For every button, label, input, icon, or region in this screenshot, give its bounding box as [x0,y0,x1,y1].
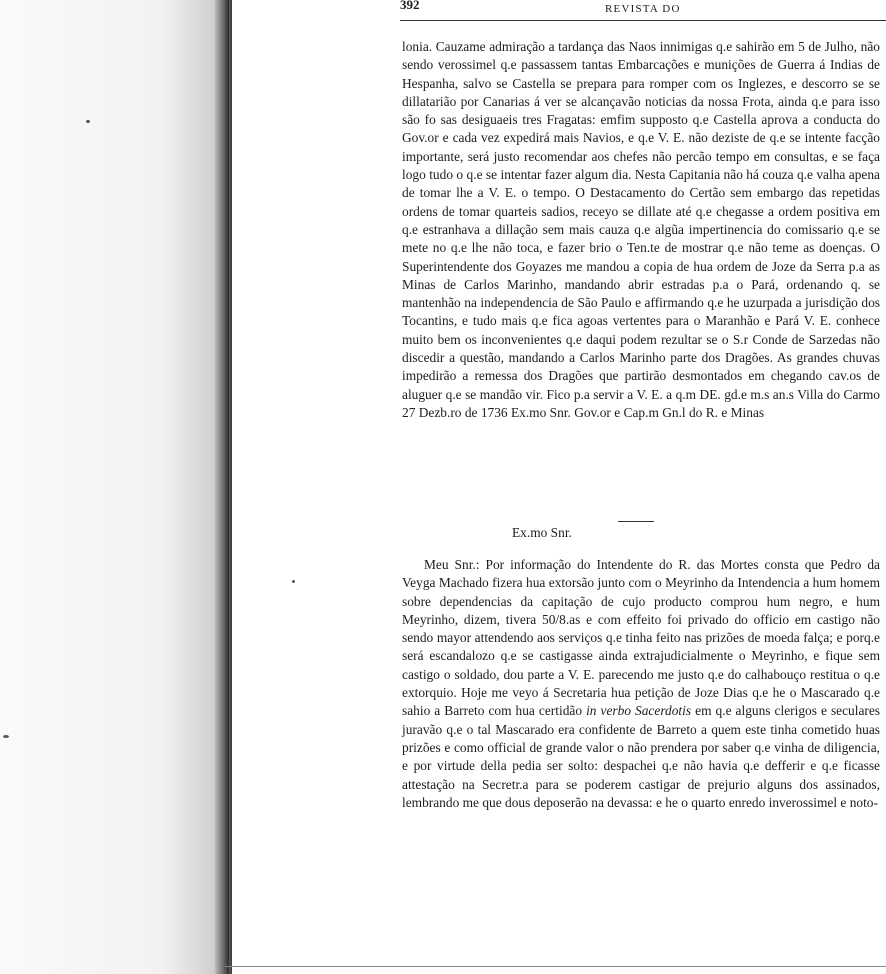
letter-two-text-before: Meu Snr.: Por informação do Intendente do R. das Mortes consta que Pedro da Veyga Machado fizera hua extorsão junto com o Meyrinho da Intendencia a hum homem sobre dependencias da capitação de cujo producto comprou hum negro, e hum Meyrinho, dizem, tivera 50/8.as e com effeito foi privado do officio em castigo não sendo mayor attendendo aos serviços q.e tinha feito nas prizões de moeda falça; e porq.e será escandalozo q.e se castigasse ainda extrajudicialmente o Meyrinho, e fique sem castigo o soldado, dou parte a V. E. parecendo me justo q.e do calhabouço restitua o q.e extorquio. Hoje me veyo á Secretaria hua petição de Joze Dias q.e he o Mascarado q.e sahio a Barreto com hua certidão [402,557,880,719]
letter-two-paragraph [402,556,880,812]
letter-one-paragraph: lonia. Cauzame admiração a tardança das Naos innimigas q.e sahirão em 5 de Julho, não sendo verossimel q.e passassem tantas Embarcações e munições de Guerra á Indias de Hespanha, salvo se Castella se prepara para romper com os Inglezes, e descorro se se dillatarião por Canarias á ver se alcançavão noticias da nossa Frota, ainda q.e para isso são fo sas desiguaeis tres Fragatas: emfim supposto q.e Castella aprova a conducta do Gov.or e cada vez expedirá mais Navios, e q.e V. E. não deziste de q.e se intente facção importante, será justo recomendar aos chefes não percão tempo em consultas, e se faça logo tudo o q.e se intentar fazer algum dia. Nesta Capitania não há couza q.e valha apena de tomar lhe a V. E. o tempo. O Destacamento do Certão sem embargo das repetidas ordens de tomar quarteis sadios, receyo se dillate até q.e chegasse a ordem positiva em q.e estranhava a dillação sem mais cauza q.e algũa impertinencia do comissario q.e se mete no q.e lhe não toca, e fazer brio o Ten.te de mostrar q.e não teme as doenças. O Superintendente dos Goyazes me mandou a copia de hua ordem de Joze da Serra p.a as Minas de Carlos Marinho, mandando abrir estradas p.a o Pará, ordenando q. se mantenhão na independencia de São Paulo e affirmando q.e he uzurpada a jurisdição dos Tocantins, e tudo mais q.e fica agoas vertentes para o Maranhão e Pará V. E. conhece muito bem os inconvenientes q.e daqui podem rezultar se o S.r Conde de Sarzedas não discedir a questão, mandando a Carlos Marinho parte dos Dragões. As grandes chuvas impedirão a remessa dos Dragões que partirão desmontados em chegando cav.os de aluguer q.e se mandão vir. Fico p.a servir a V. E. a q.m DE. gd.e m.s an.s Villa do Carmo 27 Dezb.ro de 1736 Ex.mo Snr. Gov.or e Cap.m Gn.l do R. e Minas [402,39,880,420]
page-number: 392 [400,0,420,12]
book-page [250,0,886,974]
running-head [400,0,886,20]
journal-title: REVISTA DO [605,3,681,15]
letter-two-text-after: em q.e alguns clerigos e seculares juravão q.e o tal Mascarado era confidente de Barreto a quem este tinha cometido huas prizões e como official de grande valor o não prendera por saber q.e vinha de diligencia, e por virtude della pedia ser solto: despachei q.e não havia q.e defferir e q.e ficasse attestação na Secretr.a para se poderem castigar de prejurio alguns dos assinados, lembrando me que dous deposerão na devassa: e he o quarto enredo inverossimel e noto- [402,703,881,810]
book-spine-fold [215,0,229,974]
letter-two [402,556,880,812]
header-rule [400,20,886,21]
page-bottom-edge [225,966,886,967]
book-gutter-shadow [0,0,232,974]
letter-two-salutation: Ex.mo Snr. [512,525,572,540]
margin-speck [86,120,90,123]
letter-one [402,38,880,422]
section-separator [618,521,654,522]
margin-speck [3,735,9,738]
letter-two-italic-phrase: in verbo Sacerdotis [586,703,692,719]
